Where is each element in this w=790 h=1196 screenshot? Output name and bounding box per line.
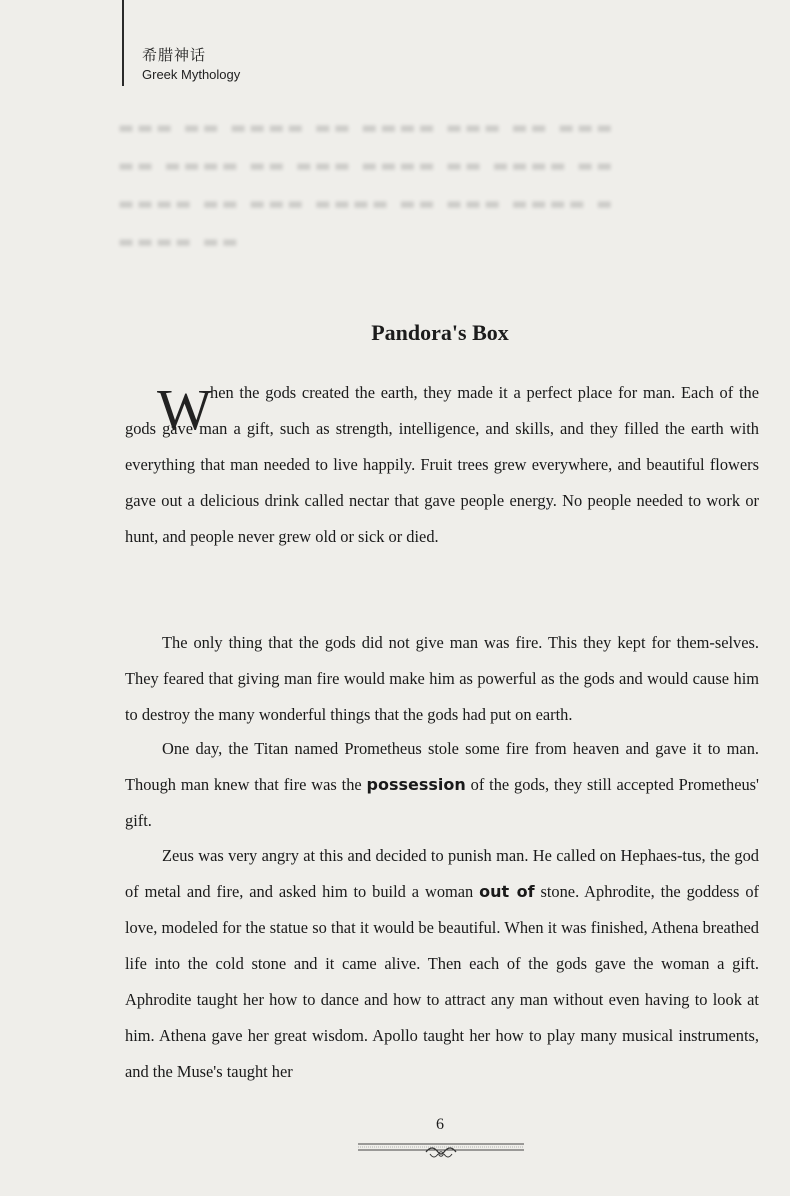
drop-cap: W xyxy=(157,377,212,442)
paragraph-1-text: hen the gods created the earth, they made it a perfect place for man. Each of the gods gave man a gift, such as strength, intelligence, and skills, and they filled the earth with everything that man needed to live happily. Fruit trees grew everywhere, and beautiful flowers gave out a delicious drink called nectar that gave people energy. No people needed to work or hunt, and people never grew old or sick or died. xyxy=(125,383,759,546)
chapter-title: Pandora's Box xyxy=(371,320,509,345)
paragraph-3-text-b: of the gods, they still accepted Prometheus' gift. xyxy=(125,775,759,830)
paragraph-3-text-a: One day, the Titan named Prometheus stole some fire from heaven and gave it to man. Though man knew that fire was the xyxy=(125,739,759,794)
running-header-english: Greek Mythology xyxy=(142,67,241,82)
paragraph-1 xyxy=(125,375,759,555)
vocab-highlight-out-of: out of xyxy=(479,882,535,901)
paragraph-4-text-b: stone. Aphrodite, the goddess of love, modeled for the statue so that it would be beautiful. When it was finished, Athena breathed life into the cold stone and it came alive. Then each of the gods gave the woman a gift. Aphrodite taught her how to dance and how to attract any man without even having to look at him. Athena gave her great wisdom. Apollo taught her how to play many musical instruments, and the Muse's taught her xyxy=(125,882,759,1081)
paragraph-4 xyxy=(125,838,759,1090)
show-through-text: ▬▬▬ ▬▬ ▬▬▬▬ ▬▬ ▬▬▬▬ ▬▬▬ ▬▬ ▬▬▬ ▬▬ ▬▬▬▬ ▬▬ ▬▬▬ ▬▬▬▬ ▬▬ ▬▬▬▬ ▬▬ ▬▬▬▬ ▬▬ ▬▬▬ ▬▬▬▬ ▬▬ ▬▬▬ ▬▬▬▬ ▬ ▬▬▬▬ ▬▬ xyxy=(118,118,616,252)
paragraph-3 xyxy=(125,731,759,839)
paragraph-4-text-a: Zeus was very angry at this and decided to punish man. He called on Hephaes-tus, the god of metal and fire, and asked him to build a woman xyxy=(125,846,759,901)
header-rule xyxy=(122,0,124,86)
paragraph-2: The only thing that the gods did not give man was fire. This they kept for them-selves. They feared that giving man fire would make him as powerful as the gods and would cause him to destroy the many wonderful things that the gods had put on earth. xyxy=(125,633,759,724)
show-through-margin xyxy=(640,140,779,260)
running-header-chinese: 希腊神话 xyxy=(142,46,207,64)
page-number: 6 xyxy=(436,1116,444,1133)
vocab-highlight-possession: possession xyxy=(366,775,466,794)
page-ornament xyxy=(358,1138,524,1162)
